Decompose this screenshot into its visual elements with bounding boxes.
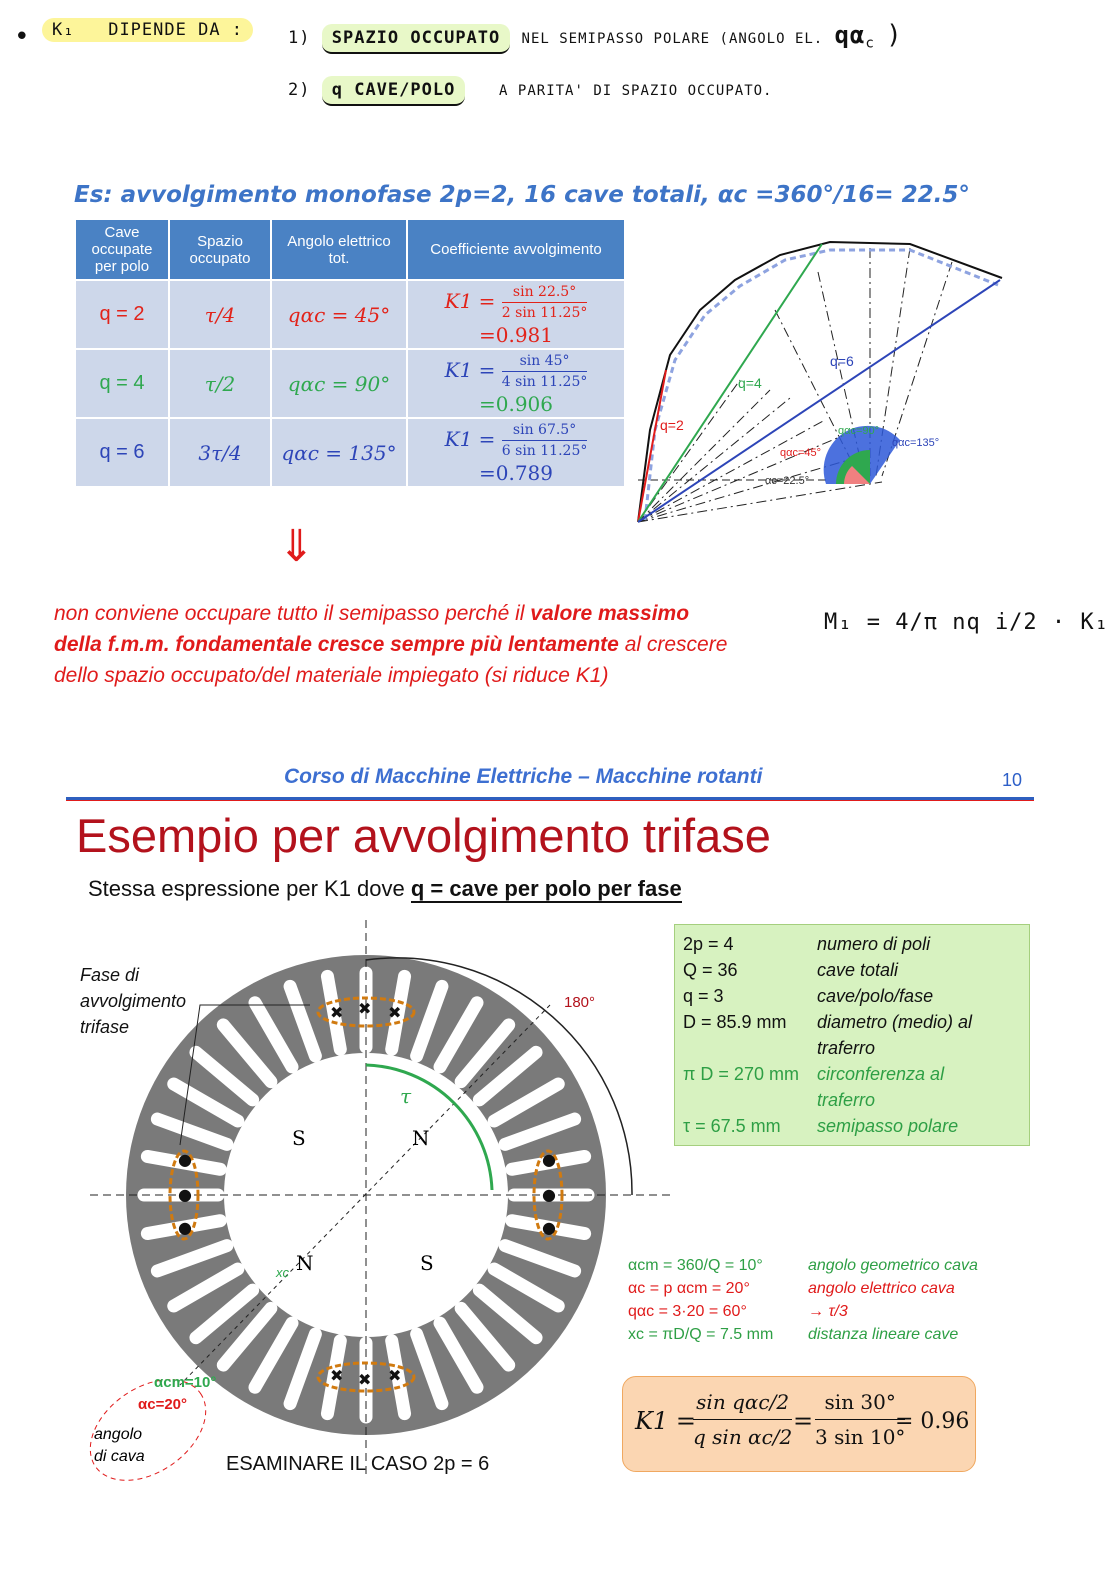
- label-ac: αc=22.5°: [765, 475, 810, 487]
- conclusion-line2a: della f.m.m. fondamentale cresce sempre più lentamente: [54, 633, 619, 656]
- table-header: Spazio occupato: [169, 219, 271, 280]
- point-2-main: q CAVE/POLO: [322, 76, 466, 106]
- spec-key: 2p = 4: [683, 934, 734, 954]
- spec-key: q = 3: [683, 986, 724, 1006]
- svg-text:●: ●: [178, 1150, 192, 1169]
- svg-text:●: ●: [542, 1185, 556, 1204]
- pole-n2: N: [296, 1251, 314, 1275]
- table-row: [75, 349, 625, 418]
- page-number: 10: [1002, 770, 1023, 790]
- k1-val: =0.906: [478, 392, 553, 416]
- k1-frac2-num: sin 30°: [815, 1385, 905, 1420]
- k1-formula-frac1: [693, 1385, 792, 1454]
- subtitle-a: Stessa espressione per K1 dove: [88, 876, 411, 901]
- k1-den: 4 sin 11.25°: [501, 374, 588, 390]
- note-value: → τ/3: [808, 1303, 848, 1320]
- pole-s2: S: [420, 1251, 434, 1275]
- note-key: qαc = 3·20 = 60°: [628, 1303, 747, 1320]
- conclusion-line1a: non conviene occupare tutto il semipasso perché il: [54, 602, 531, 625]
- conclusion-text: [54, 598, 794, 691]
- row-k1: [407, 280, 625, 349]
- k1-den: 6 sin 11.25°: [501, 443, 588, 459]
- spec-value: cave totali: [817, 960, 899, 980]
- label-a90: qαc=90°: [838, 425, 880, 437]
- course-title: Corso di Macchine Elettriche – Macchine rotanti: [284, 765, 763, 788]
- k1-den: 2 sin 11.25°: [501, 305, 588, 321]
- row-space: τ/2: [169, 349, 271, 418]
- row-angle: qαc = 45°: [271, 280, 407, 349]
- k1-formula-lhs: K1 =: [635, 1407, 696, 1435]
- spec-key: Q = 36: [683, 960, 738, 980]
- header-rule: [66, 797, 1034, 801]
- svg-text:✖: ✖: [388, 1003, 402, 1022]
- row-k1: [407, 349, 625, 418]
- spec-row: [683, 1113, 1021, 1139]
- note-key: αcm = 360/Q = 10°: [628, 1257, 763, 1274]
- example-title: Es: avvolgimento monofase 2p=2, 16 cave totali, αc =360°/16= 22.5°: [74, 182, 970, 208]
- k1-num: sin 22.5°: [502, 282, 588, 303]
- label-a135: qαc=135°: [892, 437, 940, 449]
- table-header: Coefficiente avvolgimento: [407, 219, 625, 280]
- svg-text:✖: ✖: [330, 1366, 344, 1385]
- conclusion-line3: dello spazio occupato/del materiale impiegato (si riduce K1): [54, 664, 609, 687]
- k1-frac1-num: sin qαc/2: [693, 1385, 792, 1420]
- row-space: 3τ/4: [169, 418, 271, 487]
- k1-num: sin 67.5°: [502, 420, 588, 441]
- svg-text:✖: ✖: [330, 1003, 344, 1022]
- row-q: q = 4: [75, 349, 169, 418]
- k1-val: =0.981: [478, 323, 553, 347]
- row-q: q = 6: [75, 418, 169, 487]
- slide-title: Esempio per avvolgimento trifase: [76, 809, 771, 862]
- spec-value: circonferenza al traferro: [817, 1064, 945, 1110]
- k1-lhs: K1 =: [444, 289, 496, 313]
- slide-subtitle: [88, 876, 682, 902]
- dipende-label: DIPENDE DA :: [108, 20, 244, 40]
- spec-key: π D = 270 mm: [683, 1064, 799, 1084]
- stator-diagram: [80, 915, 680, 1485]
- k1-dipende: [42, 18, 253, 42]
- point-1: [288, 20, 903, 51]
- k1-frac2-den: 3 sin 10°: [815, 1425, 906, 1449]
- point-1-main: SPAZIO OCCUPATO: [322, 24, 511, 54]
- row-space: τ/4: [169, 280, 271, 349]
- label-q6: q=6: [830, 353, 854, 369]
- label-q2: q=2: [660, 417, 684, 433]
- k1-formula-val: = 0.96: [895, 1409, 970, 1434]
- pole-n1: N: [412, 1126, 430, 1150]
- table-header: Angolo elettrico tot.: [271, 219, 407, 280]
- svg-text:●: ●: [178, 1218, 192, 1237]
- spec-value: semipasso polare: [817, 1116, 959, 1136]
- ac-label: αc=20°: [138, 1396, 188, 1413]
- k1-label: K₁: [52, 20, 75, 40]
- conclusion-line2b: al crescere: [618, 633, 728, 656]
- di-cava-label: di cava: [94, 1448, 145, 1465]
- point-1-rest: NEL SEMIPASSO POLARE (ANGOLO EL.: [521, 31, 824, 47]
- point-2-num: 2): [288, 80, 311, 100]
- phase-label: Fase di avvolgimento trifase: [80, 965, 187, 1037]
- k1-formula-box: [622, 1376, 976, 1472]
- k1-lhs: K1 =: [444, 427, 496, 451]
- k1-num: sin 45°: [502, 351, 588, 372]
- note-value: distanza lineare cave: [808, 1326, 959, 1343]
- point-2-rest: A PARITA' DI SPAZIO OCCUPATO.: [499, 83, 773, 99]
- note-key: xc = πD/Q = 7.5 mm: [628, 1326, 774, 1343]
- phasor-diagram: [630, 230, 1020, 530]
- conclusion-line1b: valore massimo: [530, 602, 690, 625]
- spec-row: [683, 1009, 1021, 1061]
- k1-val: =0.789: [478, 461, 553, 485]
- label-a45: qαc=45°: [780, 447, 822, 459]
- svg-text:✖: ✖: [358, 999, 372, 1018]
- q6-vector: [638, 280, 1000, 522]
- spec-key: D = 85.9 mm: [683, 1012, 787, 1032]
- k1-lhs: K1 =: [444, 358, 496, 382]
- note-row: [628, 1323, 1028, 1346]
- angle-notes: [628, 1254, 1028, 1346]
- row-angle: qαc = 135°: [271, 418, 407, 487]
- table-header-row: [75, 219, 625, 280]
- point-1-q: qα: [834, 21, 866, 49]
- label-q4: q=4: [738, 375, 762, 391]
- k1-frac1-den: q sin αc/2: [693, 1425, 793, 1449]
- acm-label: αcm=10°: [154, 1374, 217, 1391]
- k1-formula-frac2: [815, 1385, 905, 1454]
- point-2: [288, 80, 772, 100]
- note-row: [628, 1300, 1028, 1323]
- spec-row: [683, 1061, 1021, 1113]
- spec-row: [683, 931, 1021, 957]
- svg-text:●: ●: [178, 1185, 192, 1204]
- table-row: [75, 280, 625, 349]
- tau-label: τ: [400, 1084, 412, 1108]
- note-row: [628, 1277, 1028, 1300]
- spec-value: cave/polo/fase: [817, 986, 934, 1006]
- svg-text:●: ●: [542, 1218, 556, 1237]
- note-row: [628, 1254, 1028, 1277]
- table-header: Cave occupate per polo: [75, 219, 169, 280]
- k1-formula-eq: =: [793, 1407, 814, 1435]
- k1-table: [74, 218, 626, 488]
- point-1-q-sub: c: [865, 35, 875, 52]
- row-q: q = 2: [75, 280, 169, 349]
- note-value: angolo elettrico cava: [808, 1280, 955, 1297]
- spec-row: [683, 983, 1021, 1009]
- row-k1: [407, 418, 625, 487]
- note-value: angolo geometrico cava: [808, 1257, 978, 1274]
- xc-label: xc: [276, 1265, 289, 1280]
- point-1-num: 1): [288, 28, 311, 48]
- mmf-formula: M₁ = 4/π nq i/2 · K₁: [824, 610, 1109, 635]
- subtitle-b: q = cave per polo per fase: [410, 876, 682, 901]
- svg-text:✖: ✖: [388, 1366, 402, 1385]
- spec-value: numero di poli: [817, 934, 931, 954]
- bullet: •: [14, 22, 31, 52]
- pole-s1: S: [292, 1126, 306, 1150]
- spec-row: [683, 957, 1021, 983]
- table-row: [75, 418, 625, 487]
- note-key: αc = p αcm = 20°: [628, 1280, 750, 1297]
- spec-box: [674, 924, 1030, 1146]
- angolo-label: angolo: [94, 1426, 143, 1443]
- esaminare-label: ESAMINARE IL CASO 2p = 6: [226, 1453, 490, 1475]
- svg-text:●: ●: [542, 1150, 556, 1169]
- point-1-close: ): [886, 20, 903, 50]
- svg-text:✖: ✖: [358, 1370, 372, 1389]
- spec-value: diametro (medio) al traferro: [817, 1012, 973, 1058]
- spec-key: τ = 67.5 mm: [683, 1116, 781, 1136]
- deg-180-label: 180°: [564, 994, 596, 1011]
- row-angle: qαc = 90°: [271, 349, 407, 418]
- down-arrow-icon: ⇓: [278, 521, 315, 572]
